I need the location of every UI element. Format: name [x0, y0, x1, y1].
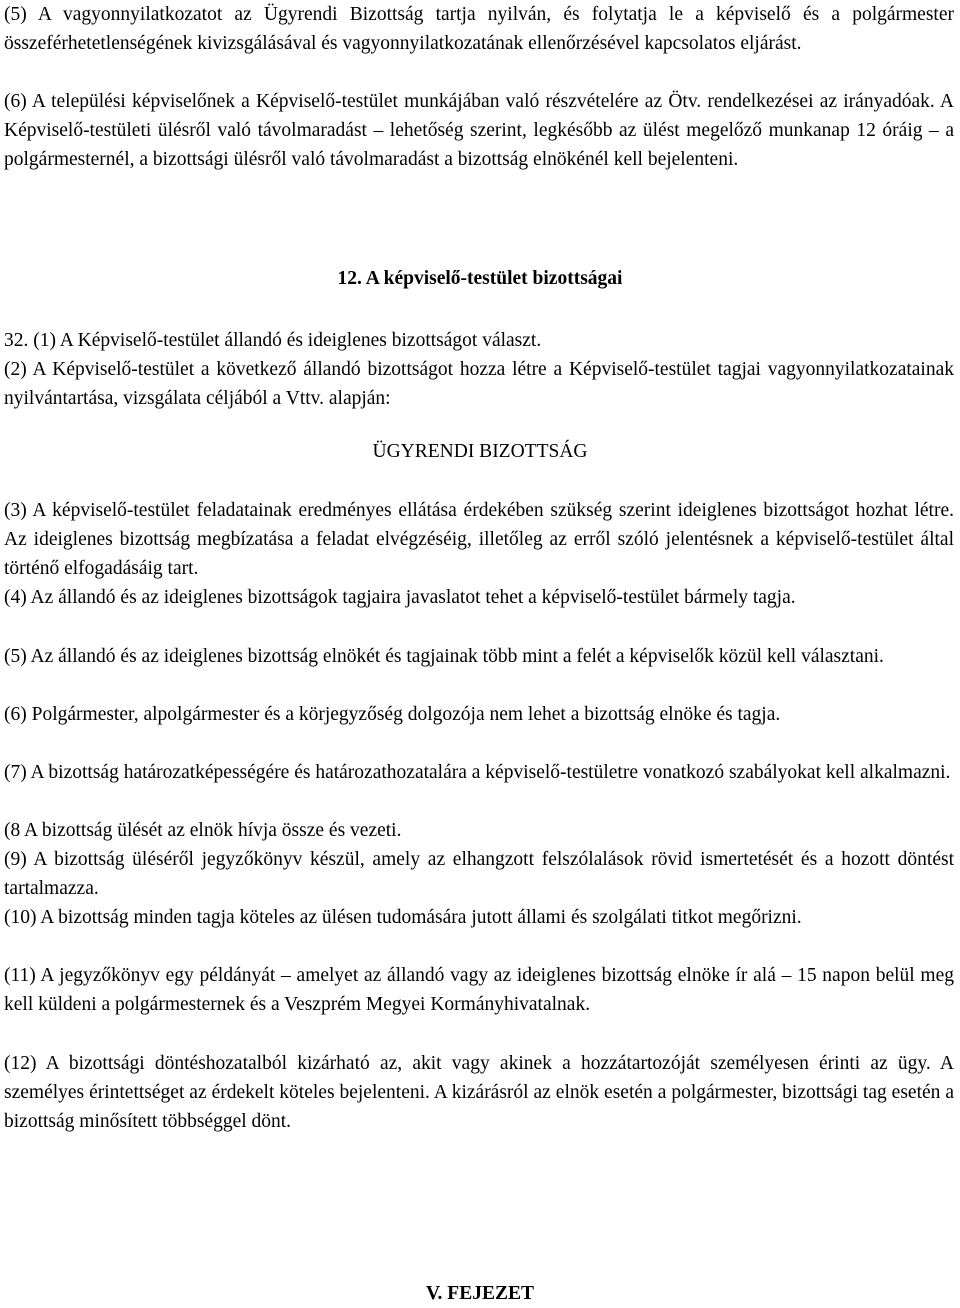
paragraph-32-1: 32. (1) A Képviselő-testület állandó és ideiglenes bizottságot választ.	[4, 330, 542, 351]
paragraph-7-quorum-rules: (7) A bizottság határozatképességére és határozathozatalára a képviselő-testületre vonatkozó szabályokat kell alkalmazni.	[4, 762, 951, 783]
section-title: 12. A képviselő-testület bizottságai	[337, 268, 623, 289]
paragraph-12-exclusion: (12) A bizottsági döntéshozatalból kizárható az, akit vagy akinek a hozzátartozóját személyesen érinti az ügy. A személyes érintettséget az érdekelt köteles bejelenteni. A kizárásról az elnök esetén a polgármester, bizottsági tag esetén a bizottság minősített többséggel dönt.	[4, 1053, 954, 1133]
paragraph-5-asset-declaration: (5) A vagyonnyilatkozatot az Ügyrendi Bizottság tartja nyilván, és folytatja le a képviselő és a polgármester összeférhetetlenségének kivizsgálásával és vagyonnyilatkozatának ellenőrzésével kapcsolatos eljárást.	[4, 4, 954, 55]
paragraph-5-chair-selection: (5) Az állandó és az ideiglenes bizottság elnökét és tagjainak több mint a felét a képviselők közül kell választani.	[4, 646, 884, 667]
paragraph-11-minutes-delivery: (11) A jegyzőkönyv egy példányát – amelyet az állandó vagy az ideiglenes bizottság elnöke ír alá – 15 napon belül meg kell küldeni a polgármesternek és a Veszprém Megyei Kormányhivatalnak.	[4, 965, 954, 1016]
paragraph-3-temporary-committee: (3) A képviselő-testület feladatainak eredményes ellátása érdekében szükség szerint ideiglenes bizottságot hozhat létre. Az ideiglenes bizottság megbízatása a feladat elvégzéséig, illetőleg az erről szóló jelentésnek a képviselő-testület által történő elfogadásáig tart.	[4, 500, 954, 580]
paragraph-9-minutes: (9) A bizottság üléséről jegyzőkönyv készül, amely az elhangzott felszólalások rövid ismertetését és a hozott döntést tartalmazza.	[4, 849, 954, 900]
paragraph-6-incompatibility: (6) Polgármester, alpolgármester és a körjegyzőség dolgozója nem lehet a bizottság elnöke és tagja.	[4, 704, 781, 725]
paragraph-8-meeting-convening: (8 A bizottság ülését az elnök hívja össze és vezeti.	[4, 820, 402, 841]
paragraph-32-2: (2) A Képviselő-testület a következő állandó bizottságot hozza létre a Képviselő-testület tagjai vagyonnyilatkozatainak nyilvántartása, vizsgálata céljából a Vttv. alapján:	[4, 359, 954, 410]
committee-name: ÜGYRENDI BIZOTTSÁG	[372, 441, 588, 462]
paragraph-6-representative-participation: (6) A települési képviselőnek a Képviselő-testület munkájában való részvételére az Ötv. rendelkezései az irányadóak. A Képviselő-testületi ülésről való távolmaradást – lehetőség szerint, legkésőbb az ülést megelőző munkanap 12 óráig – a polgármesternél, a bizottsági ülésről való távolmaradást a bizottság elnökénél kell bejelenteni.	[4, 91, 954, 171]
paragraph-10-confidentiality: (10) A bizottság minden tagja köteles az ülésen tudomására jutott állami és szolgálati titkot megőrizni.	[4, 907, 802, 928]
chapter-heading: V. FEJEZET	[425, 1283, 534, 1304]
paragraph-4-member-nomination: (4) Az állandó és az ideiglenes bizottságok tagjaira javaslatot tehet a képviselő-testület bármely tagja.	[4, 587, 796, 608]
